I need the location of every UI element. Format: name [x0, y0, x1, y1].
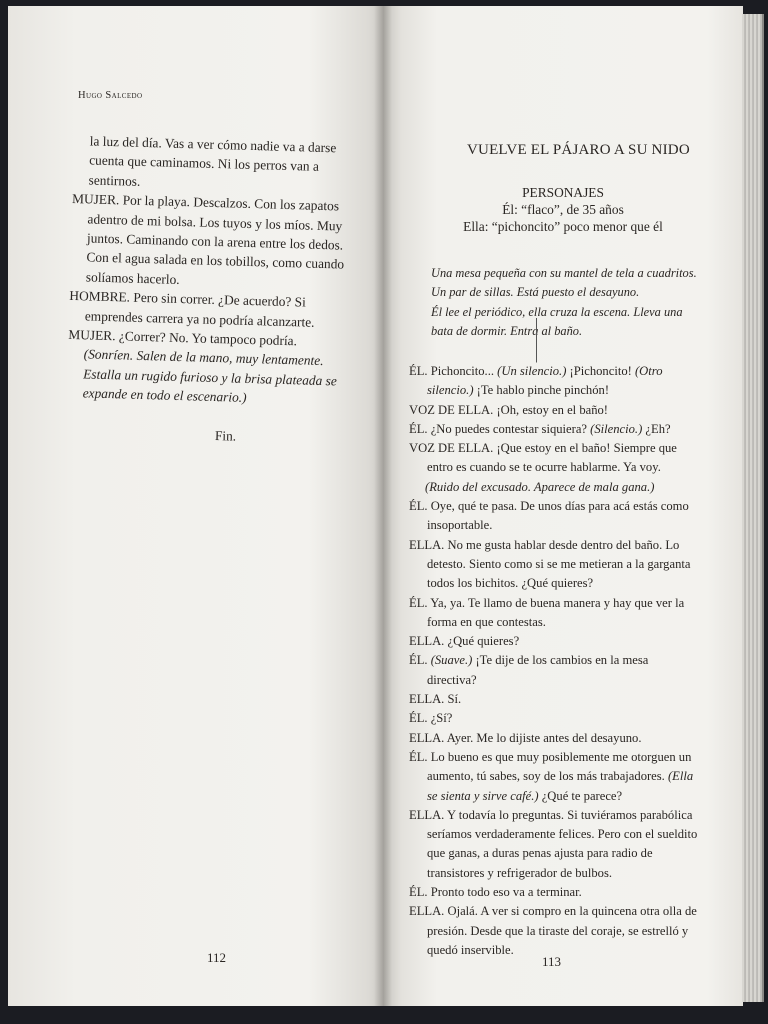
speaker-name: ÉL.: [409, 595, 431, 610]
speaker-name: ÉL.: [409, 499, 431, 514]
dialogue-line: [409, 709, 699, 728]
character-item: Ella: “pichoncito” poco menor que él: [463, 219, 663, 234]
speech-text: ¿Qué te parece?: [538, 788, 623, 803]
left-page-text: [65, 131, 370, 463]
speech-text: ¿Correr? No. Yo tampoco podría.: [118, 328, 298, 349]
speech-text: ¡Que estoy en el baño! Siempre que entro es cuando se te ocurre hablarme. Ya voy.: [427, 441, 677, 475]
speaker-name: ÉL.: [409, 749, 431, 764]
speech-text: ¿Eh?: [642, 421, 671, 436]
dialogue-line: [409, 420, 699, 439]
speaker-name: MUJER.: [71, 191, 123, 208]
dialogue-line: [409, 729, 699, 748]
running-head: Hugo Salcedo: [78, 90, 143, 101]
speech-text: Por la playa. Descalzos. Con los zapatos adentro de mi bolsa. Los tuyos y los míos. Muy juntos. Caminando con la arena entre los dedos. Con el agua salada en los tobillos, como cuando solíamos hacerlo.: [85, 192, 345, 287]
speech-text: ¡Oh, estoy en el baño!: [496, 402, 608, 417]
speaker-name: ÉL.: [409, 885, 431, 900]
speech-text: Ya, ya. Te llamo de buena manera y hay que ver la forma en que contestas.: [427, 595, 685, 629]
page-number-right: 113: [542, 954, 562, 969]
speaker-name: VOZ DE ELLA.: [409, 441, 497, 456]
speech-text: Oye, qué te pasa. De unos días para acá estás como insoportable.: [427, 499, 689, 533]
dialogue-line: [409, 594, 699, 633]
speech-text: Pero sin correr. ¿De acuerdo? Si emprendes carrera ya no podría alcanzarte.: [84, 289, 315, 330]
character-item: Él: “flaco”, de 35 años: [502, 202, 624, 217]
dialogue-line: [409, 690, 699, 709]
inline-direction: (Ella se sienta y sirve café.): [427, 769, 694, 803]
speech-text: Pronto todo eso va a terminar.: [430, 885, 582, 900]
speaker-name: ELLA.: [409, 634, 448, 649]
stage-direction: (Sonríen. Salen de la mano, muy lentamente. Estalla un rugido furioso y la brisa plateada se expande en todo el escenario.): [82, 346, 338, 406]
dialogue-line: [409, 806, 699, 883]
speech-text: ¡Te dije de los cambios en la mesa directiva?: [427, 653, 649, 687]
speaker-name: VOZ DE ELLA.: [409, 402, 497, 417]
inline-direction: (Un silencio.): [497, 364, 567, 378]
opening-stage-directions: [431, 264, 701, 341]
inline-direction: (Silencio.): [590, 421, 643, 436]
stage-direction: Él lee el periódico, ella cruza la escena. Lleva una bata de dormir. Entra al baño.: [431, 304, 683, 338]
dialogue-line: [409, 632, 699, 651]
page-edges: [742, 14, 764, 1002]
end-mark: Fin.: [214, 427, 237, 444]
speech-text: ¿No puedes contestar siquiera?: [430, 421, 591, 436]
stage-direction: Una mesa pequeña con su mantel de tela a cuadritos. Un par de sillas. Está puesto el desayuno.: [431, 266, 697, 300]
characters-heading: PERSONAJES: [522, 185, 604, 200]
speaker-name: ÉL.: [409, 711, 431, 726]
text-paragraph: la luz del día. Vas a ver cómo nadie va a darse cuenta que caminamos. Ni los perros van a sentirnos.: [88, 133, 337, 189]
speaker-name: ELLA.: [409, 692, 448, 707]
dialogue-line: [409, 902, 699, 960]
speech-text: Lo bueno es que muy posiblemente me otorguen un aumento, tú sabes, soy de los más trabajadores.: [427, 749, 692, 784]
speech-text: Sí.: [447, 692, 462, 707]
stage-direction: (Ruido del excusado. Aparece de mala gana.): [425, 479, 655, 494]
speech-text: ¿Sí?: [430, 711, 453, 726]
dialogue-line: [409, 362, 699, 401]
dialogue-line: [409, 497, 699, 536]
characters-list: [383, 184, 743, 235]
speech-text: ¡Te hablo pinche pinchón!: [473, 383, 610, 398]
dialogue-line: [409, 401, 699, 420]
speech-text: Ojalá. A ver si compro en la quincena otra olla de presión. Desde que la tiraste del coraje, se estrelló y quedó inservible.: [427, 904, 697, 957]
play-title: VUELVE EL PÁJARO A SU NIDO: [467, 142, 690, 158]
speech-line: [70, 189, 369, 294]
speech-text: Ayer. Me lo dijiste antes del desayuno.: [446, 730, 642, 745]
dialogue-line: [409, 536, 699, 594]
dialogue: [409, 362, 699, 960]
left-page: [8, 6, 384, 1006]
dialogue-line: [409, 651, 699, 690]
speech-text: No me gusta hablar desde dentro del baño. Lo detesto. Siento como si se me metieran a la garganta todos los bichitos. ¿Qué quieres?: [427, 537, 691, 591]
inline-direction: (Suave.): [430, 653, 473, 668]
dialogue-line: [409, 883, 699, 902]
speaker-name: ELLA.: [409, 537, 448, 552]
dialogue-line: [409, 748, 699, 806]
speaker-name: MUJER.: [68, 326, 120, 344]
speech-text: Pichoncito...: [430, 364, 498, 378]
speaker-name: HOMBRE.: [69, 288, 134, 305]
speaker-name: ELLA.: [409, 730, 447, 745]
speaker-name: ÉL.: [409, 364, 431, 378]
book-gutter: [374, 6, 392, 1006]
speech-text: ¡Pichoncito!: [566, 364, 635, 378]
speaker-name: ÉL.: [409, 421, 431, 436]
speech-text: Y todavía lo preguntas. Si tuviéramos parabólica seríamos verdaderamente felices. Pero con el sueldito que ganas, a duras penas ajusta para radio de transistores y refrigerador de bulbos.: [427, 807, 698, 880]
speaker-name: ELLA.: [409, 904, 448, 919]
speaker-name: ÉL.: [409, 653, 431, 668]
speaker-name: ELLA.: [409, 807, 448, 822]
inline-direction: (Otro silencio.): [427, 364, 663, 398]
dialogue-line: [409, 439, 699, 478]
page-number-left: 112: [207, 950, 227, 965]
speech-text: ¿Qué quieres?: [447, 634, 520, 649]
right-page: [383, 6, 743, 1006]
pen-mark: [536, 318, 549, 363]
